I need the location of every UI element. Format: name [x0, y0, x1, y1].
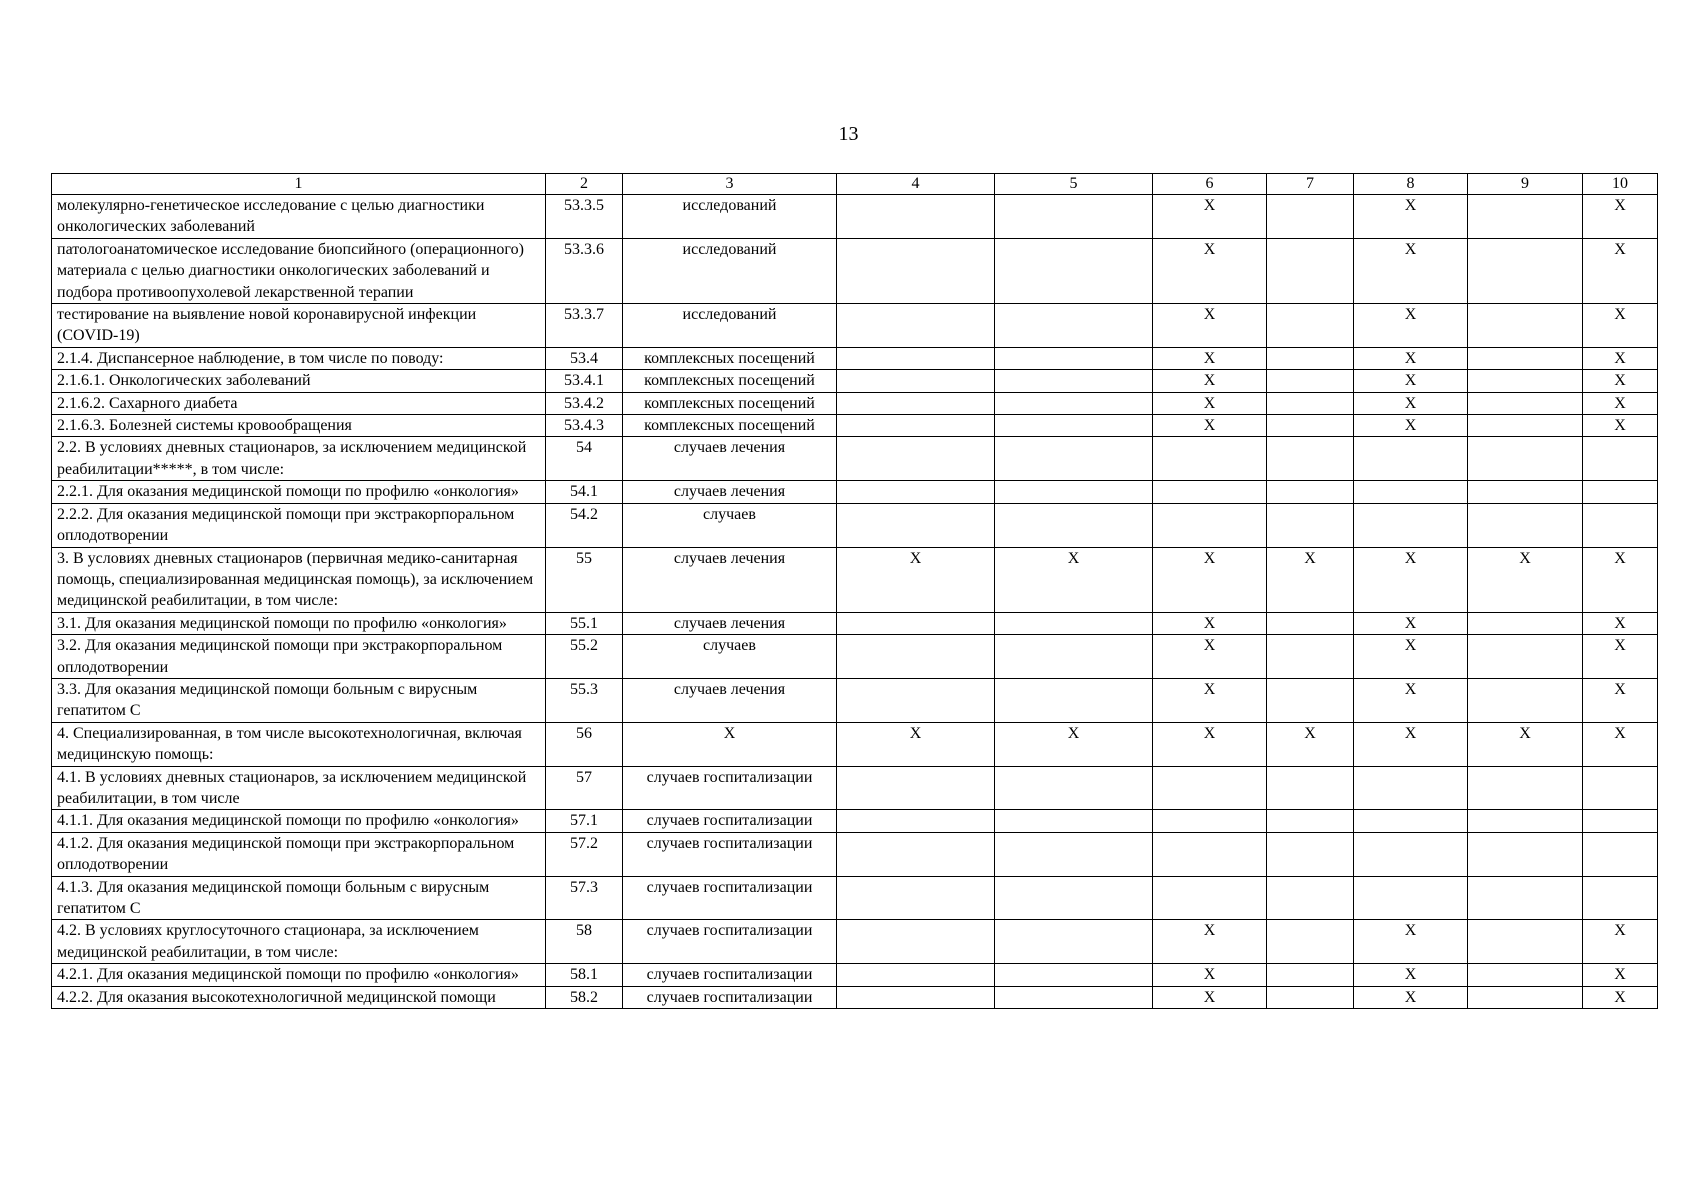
row-unit: случаев лечения: [623, 437, 837, 481]
header-row: [52, 174, 1658, 195]
cell-col-10: Х: [1583, 415, 1658, 437]
cell-col-7: Х: [1267, 547, 1354, 612]
table-row: [52, 547, 1658, 612]
row-code: 57.3: [546, 876, 623, 920]
cell-col-10: Х: [1583, 392, 1658, 414]
cell-col-5: [995, 876, 1153, 920]
cell-col-10: Х: [1583, 986, 1658, 1008]
column-header: 7: [1267, 174, 1354, 195]
cell-col-4: [837, 612, 995, 634]
row-description: 4.1. В условиях дневных стационаров, за исключением медицинской реабилитации, в том числе: [52, 766, 546, 810]
cell-col-4: [837, 810, 995, 832]
table-row: [52, 722, 1658, 766]
table-row: [52, 195, 1658, 239]
cell-col-7: [1267, 810, 1354, 832]
row-description: 2.1.6.1. Онкологических заболеваний: [52, 370, 546, 392]
row-description: 3.1. Для оказания медицинской помощи по профилю «онкология»: [52, 612, 546, 634]
row-unit: случаев госпитализации: [623, 920, 837, 964]
table-row: [52, 304, 1658, 348]
row-description: 4.2. В условиях круглосуточного стационара, за исключением медицинской реабилитации, в том числе:: [52, 920, 546, 964]
row-description: 3. В условиях дневных стационаров (первичная медико-санитарная помощь, специализированная медицинская помощь), за исключением медицинской реабилитации, в том числе:: [52, 547, 546, 612]
cell-col-7: [1267, 347, 1354, 369]
cell-col-4: [837, 415, 995, 437]
cell-col-4: [837, 437, 995, 481]
cell-col-5: [995, 437, 1153, 481]
row-description: 4.1.1. Для оказания медицинской помощи по профилю «онкология»: [52, 810, 546, 832]
cell-col-7: [1267, 481, 1354, 503]
row-description: 2.2.1. Для оказания медицинской помощи по профилю «онкология»: [52, 481, 546, 503]
row-code: 58.2: [546, 986, 623, 1008]
cell-col-10: Х: [1583, 547, 1658, 612]
column-header: 5: [995, 174, 1153, 195]
cell-col-5: Х: [995, 547, 1153, 612]
cell-col-5: [995, 195, 1153, 239]
cell-col-10: Х: [1583, 678, 1658, 722]
cell-col-7: [1267, 195, 1354, 239]
table-row: [52, 347, 1658, 369]
cell-col-8: [1354, 766, 1468, 810]
cell-col-9: [1468, 766, 1583, 810]
row-description: молекулярно-генетическое исследование с целью диагностики онкологических заболеваний: [52, 195, 546, 239]
row-description: тестирование на выявление новой коронавирусной инфекции (COVID-19): [52, 304, 546, 348]
cell-col-6: [1153, 503, 1267, 547]
row-description: 4.1.3. Для оказания медицинской помощи больным с вирусным гепатитом С: [52, 876, 546, 920]
table-row: [52, 503, 1658, 547]
cell-col-6: Х: [1153, 920, 1267, 964]
cell-col-10: Х: [1583, 612, 1658, 634]
table-row: [52, 766, 1658, 810]
cell-col-10: [1583, 876, 1658, 920]
cell-col-10: [1583, 503, 1658, 547]
table-row: [52, 678, 1658, 722]
cell-col-7: [1267, 832, 1354, 876]
cell-col-5: [995, 347, 1153, 369]
cell-col-10: Х: [1583, 304, 1658, 348]
cell-col-7: [1267, 392, 1354, 414]
row-description: 3.2. Для оказания медицинской помощи при экстракорпоральном оплодотворении: [52, 635, 546, 679]
cell-col-9: [1468, 920, 1583, 964]
column-header: 2: [546, 174, 623, 195]
cell-col-9: [1468, 392, 1583, 414]
cell-col-9: [1468, 612, 1583, 634]
cell-col-4: [837, 920, 995, 964]
column-header: 6: [1153, 174, 1267, 195]
table-row: [52, 392, 1658, 414]
cell-col-8: [1354, 437, 1468, 481]
cell-col-7: [1267, 370, 1354, 392]
row-unit: случаев лечения: [623, 612, 837, 634]
cell-col-10: Х: [1583, 347, 1658, 369]
row-code: 53.3.6: [546, 238, 623, 303]
cell-col-9: [1468, 876, 1583, 920]
cell-col-7: [1267, 986, 1354, 1008]
row-unit: случаев: [623, 635, 837, 679]
table-row: [52, 876, 1658, 920]
cell-col-6: Х: [1153, 678, 1267, 722]
column-header: 4: [837, 174, 995, 195]
row-unit: исследований: [623, 238, 837, 303]
cell-col-8: Х: [1354, 347, 1468, 369]
cell-col-6: Х: [1153, 415, 1267, 437]
cell-col-8: Х: [1354, 547, 1468, 612]
cell-col-4: [837, 238, 995, 303]
table-row: [52, 635, 1658, 679]
cell-col-4: [837, 986, 995, 1008]
cell-col-4: [837, 876, 995, 920]
row-description: 4.1.2. Для оказания медицинской помощи при экстракорпоральном оплодотворении: [52, 832, 546, 876]
row-unit: комплексных посещений: [623, 370, 837, 392]
cell-col-6: Х: [1153, 238, 1267, 303]
cell-col-9: [1468, 678, 1583, 722]
table-row: [52, 238, 1658, 303]
row-description: 3.3. Для оказания медицинской помощи больным с вирусным гепатитом С: [52, 678, 546, 722]
cell-col-8: Х: [1354, 612, 1468, 634]
cell-col-4: [837, 766, 995, 810]
cell-col-10: [1583, 766, 1658, 810]
row-code: 54: [546, 437, 623, 481]
table-row: [52, 612, 1658, 634]
row-unit: случаев госпитализации: [623, 876, 837, 920]
cell-col-8: [1354, 876, 1468, 920]
table-row: [52, 481, 1658, 503]
cell-col-8: Х: [1354, 370, 1468, 392]
row-unit: комплексных посещений: [623, 347, 837, 369]
row-code: 58: [546, 920, 623, 964]
cell-col-5: [995, 810, 1153, 832]
cell-col-10: Х: [1583, 238, 1658, 303]
row-code: 57.2: [546, 832, 623, 876]
cell-col-9: [1468, 437, 1583, 481]
cell-col-4: [837, 370, 995, 392]
row-description: 4.2.2. Для оказания высокотехнологичной медицинской помощи: [52, 986, 546, 1008]
row-description: 2.2. В условиях дневных стационаров, за исключением медицинской реабилитации*****, в том числе:: [52, 437, 546, 481]
row-description: 4.2.1. Для оказания медицинской помощи по профилю «онкология»: [52, 964, 546, 986]
cell-col-6: Х: [1153, 370, 1267, 392]
cell-col-6: Х: [1153, 722, 1267, 766]
cell-col-6: Х: [1153, 347, 1267, 369]
cell-col-4: Х: [837, 722, 995, 766]
cell-col-5: Х: [995, 722, 1153, 766]
cell-col-7: [1267, 238, 1354, 303]
table-body: [52, 174, 1658, 1009]
cell-col-8: [1354, 810, 1468, 832]
cell-col-6: Х: [1153, 547, 1267, 612]
cell-col-10: [1583, 832, 1658, 876]
cell-col-9: [1468, 832, 1583, 876]
cell-col-10: Х: [1583, 635, 1658, 679]
column-header: 8: [1354, 174, 1468, 195]
cell-col-9: [1468, 481, 1583, 503]
row-unit: комплексных посещений: [623, 415, 837, 437]
cell-col-7: [1267, 304, 1354, 348]
cell-col-7: [1267, 920, 1354, 964]
cell-col-10: Х: [1583, 964, 1658, 986]
cell-col-6: Х: [1153, 964, 1267, 986]
cell-col-4: [837, 304, 995, 348]
table-row: [52, 832, 1658, 876]
cell-col-6: Х: [1153, 986, 1267, 1008]
cell-col-7: [1267, 612, 1354, 634]
cell-col-10: [1583, 810, 1658, 832]
row-code: 54.1: [546, 481, 623, 503]
cell-col-8: Х: [1354, 304, 1468, 348]
cell-col-6: [1153, 766, 1267, 810]
row-unit: случаев лечения: [623, 547, 837, 612]
cell-col-5: [995, 678, 1153, 722]
cell-col-9: [1468, 347, 1583, 369]
cell-col-6: Х: [1153, 304, 1267, 348]
cell-col-10: [1583, 437, 1658, 481]
cell-col-7: [1267, 678, 1354, 722]
cell-col-8: Х: [1354, 415, 1468, 437]
cell-col-7: [1267, 766, 1354, 810]
cell-col-7: Х: [1267, 722, 1354, 766]
row-code: 55.1: [546, 612, 623, 634]
row-code: 54.2: [546, 503, 623, 547]
cell-col-5: [995, 238, 1153, 303]
cell-col-4: Х: [837, 547, 995, 612]
table-row: [52, 920, 1658, 964]
cell-col-5: [995, 964, 1153, 986]
cell-col-8: [1354, 832, 1468, 876]
column-header: 9: [1468, 174, 1583, 195]
row-code: 58.1: [546, 964, 623, 986]
cell-col-8: Х: [1354, 635, 1468, 679]
row-code: 53.4: [546, 347, 623, 369]
cell-col-10: [1583, 481, 1658, 503]
cell-col-9: [1468, 964, 1583, 986]
column-header: 10: [1583, 174, 1658, 195]
cell-col-9: [1468, 503, 1583, 547]
cell-col-9: [1468, 810, 1583, 832]
cell-col-5: [995, 304, 1153, 348]
cell-col-4: [837, 481, 995, 503]
cell-col-4: [837, 635, 995, 679]
cell-col-5: [995, 766, 1153, 810]
cell-col-9: [1468, 304, 1583, 348]
data-table: [51, 173, 1658, 1009]
table-row: [52, 437, 1658, 481]
row-unit: случаев госпитализации: [623, 986, 837, 1008]
row-description: 2.1.6.3. Болезней системы кровообращения: [52, 415, 546, 437]
cell-col-9: [1468, 635, 1583, 679]
cell-col-5: [995, 415, 1153, 437]
cell-col-8: Х: [1354, 722, 1468, 766]
row-description: патологоанатомическое исследование биопсийного (операционного) материала с целью диагностики онкологических заболеваний и подбора противоопухолевой лекарственной терапии: [52, 238, 546, 303]
cell-col-4: [837, 964, 995, 986]
cell-col-8: [1354, 481, 1468, 503]
cell-col-4: [837, 347, 995, 369]
cell-col-7: [1267, 876, 1354, 920]
cell-col-5: [995, 370, 1153, 392]
row-description: 2.1.6.2. Сахарного диабета: [52, 392, 546, 414]
table-row: [52, 370, 1658, 392]
cell-col-5: [995, 986, 1153, 1008]
cell-col-8: Х: [1354, 920, 1468, 964]
cell-col-10: Х: [1583, 722, 1658, 766]
cell-col-5: [995, 635, 1153, 679]
cell-col-4: [837, 832, 995, 876]
cell-col-8: Х: [1354, 986, 1468, 1008]
cell-col-6: [1153, 832, 1267, 876]
cell-col-7: [1267, 437, 1354, 481]
cell-col-8: [1354, 503, 1468, 547]
cell-col-6: [1153, 437, 1267, 481]
cell-col-9: Х: [1468, 722, 1583, 766]
cell-col-7: [1267, 503, 1354, 547]
row-description: 2.2.2. Для оказания медицинской помощи при экстракорпоральном оплодотворении: [52, 503, 546, 547]
cell-col-10: Х: [1583, 370, 1658, 392]
row-unit: случаев лечения: [623, 481, 837, 503]
cell-col-6: Х: [1153, 612, 1267, 634]
cell-col-4: [837, 503, 995, 547]
row-code: 53.3.7: [546, 304, 623, 348]
row-code: 56: [546, 722, 623, 766]
cell-col-5: [995, 920, 1153, 964]
cell-col-6: [1153, 876, 1267, 920]
cell-col-7: [1267, 635, 1354, 679]
table-row: [52, 964, 1658, 986]
cell-col-6: Х: [1153, 195, 1267, 239]
cell-col-4: [837, 678, 995, 722]
cell-col-9: [1468, 195, 1583, 239]
cell-col-5: [995, 832, 1153, 876]
table-row: [52, 415, 1658, 437]
row-code: 53.4.3: [546, 415, 623, 437]
row-code: 57: [546, 766, 623, 810]
cell-col-7: [1267, 964, 1354, 986]
row-description: 4. Специализированная, в том числе высокотехнологичная, включая медицинскую помощь:: [52, 722, 546, 766]
row-code: 53.4.2: [546, 392, 623, 414]
row-unit: случаев госпитализации: [623, 832, 837, 876]
row-unit: исследований: [623, 304, 837, 348]
cell-col-4: [837, 392, 995, 414]
row-unit: случаев госпитализации: [623, 766, 837, 810]
cell-col-6: Х: [1153, 635, 1267, 679]
cell-col-5: [995, 503, 1153, 547]
cell-col-9: [1468, 370, 1583, 392]
cell-col-5: [995, 481, 1153, 503]
cell-col-10: Х: [1583, 920, 1658, 964]
column-header: 1: [52, 174, 546, 195]
cell-col-5: [995, 612, 1153, 634]
cell-col-8: Х: [1354, 238, 1468, 303]
table-row: [52, 986, 1658, 1008]
row-unit: исследований: [623, 195, 837, 239]
row-unit: случаев: [623, 503, 837, 547]
table-row: [52, 810, 1658, 832]
cell-col-8: Х: [1354, 678, 1468, 722]
cell-col-10: Х: [1583, 195, 1658, 239]
row-unit: случаев госпитализации: [623, 964, 837, 986]
page-number: 13: [838, 123, 859, 145]
row-unit: комплексных посещений: [623, 392, 837, 414]
cell-col-8: Х: [1354, 964, 1468, 986]
row-code: 55.2: [546, 635, 623, 679]
row-code: 55.3: [546, 678, 623, 722]
cell-col-6: [1153, 810, 1267, 832]
row-code: 53.4.1: [546, 370, 623, 392]
cell-col-9: [1468, 238, 1583, 303]
row-unit: Х: [623, 722, 837, 766]
cell-col-9: Х: [1468, 547, 1583, 612]
cell-col-8: Х: [1354, 195, 1468, 239]
cell-col-7: [1267, 415, 1354, 437]
row-unit: случаев лечения: [623, 678, 837, 722]
row-code: 53.3.5: [546, 195, 623, 239]
cell-col-9: [1468, 415, 1583, 437]
row-unit: случаев госпитализации: [623, 810, 837, 832]
cell-col-8: Х: [1354, 392, 1468, 414]
cell-col-5: [995, 392, 1153, 414]
cell-col-4: [837, 195, 995, 239]
row-code: 55: [546, 547, 623, 612]
cell-col-9: [1468, 986, 1583, 1008]
cell-col-6: Х: [1153, 392, 1267, 414]
row-description: 2.1.4. Диспансерное наблюдение, в том числе по поводу:: [52, 347, 546, 369]
row-code: 57.1: [546, 810, 623, 832]
column-header: 3: [623, 174, 837, 195]
cell-col-6: [1153, 481, 1267, 503]
